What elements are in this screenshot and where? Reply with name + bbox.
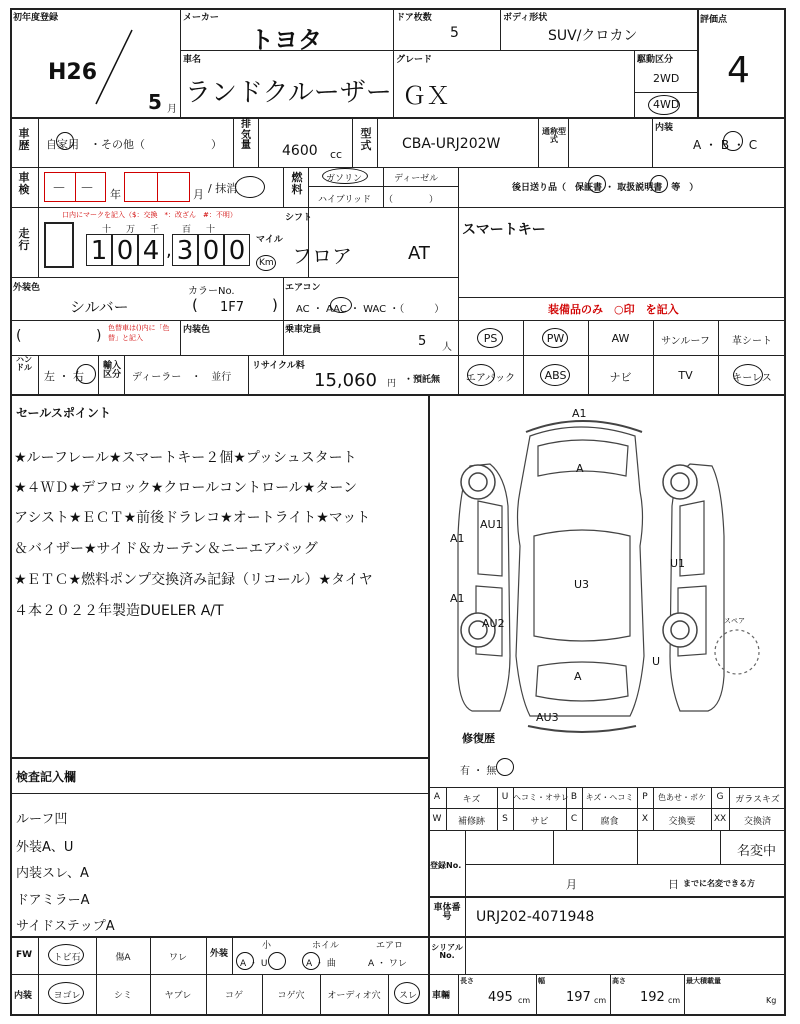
capacity-value: 5 [418, 334, 427, 349]
damage-mark: A1 [572, 407, 587, 420]
maker-name: トヨタ [250, 26, 322, 54]
width-value: 197 [566, 990, 591, 1005]
features-note: スマートキー [462, 222, 546, 238]
interior-grade: A ・ B ・ C [693, 138, 758, 152]
damage-mark: A [574, 670, 582, 683]
car-name: ランドクルーザー [185, 78, 392, 108]
int-item: コゲ穴 [277, 991, 305, 1001]
inspection-title: 検査記入欄 [16, 770, 77, 784]
sales-point-line: ４本２０２２年製造DUELER A/T [14, 603, 224, 619]
displacement-value: 4600 [282, 143, 318, 159]
mileage-digit: 1 [86, 234, 112, 266]
fw-item: トビ石 [53, 953, 81, 963]
int-item: シミ [113, 991, 132, 1001]
inspection-line: ドアミラーA [16, 893, 90, 908]
name-change-status: 名変中 [737, 844, 777, 859]
first-reg-month: 5 [148, 90, 162, 114]
repair-history-value: 有 ・ 無 [460, 766, 497, 777]
door-count: 5 [450, 25, 459, 41]
shift-type: フロア [292, 244, 352, 268]
damage-mark: U [652, 655, 661, 668]
equip-airbag: エアバック [465, 373, 516, 384]
equip-ps: PS [483, 332, 498, 345]
mileage-flag-box [44, 222, 74, 268]
handle-side: 左 ・ 右 [44, 370, 84, 383]
color-code: 1F7 [220, 300, 245, 315]
inspection-line: 外装A、U [16, 840, 74, 855]
reg-slash [90, 28, 140, 108]
equip-aw: AW [611, 332, 630, 345]
damage-mark: AU3 [536, 711, 559, 724]
equip-sunroof: サンルーフ [661, 336, 710, 347]
damage-mark: AU1 [480, 518, 503, 531]
drive-4wd-circle [648, 95, 680, 115]
grade-name: ＧＸ [402, 82, 450, 110]
sales-point-line: ＆バイザー★サイド＆カーテン＆ニーエアバッグ [14, 541, 318, 557]
sales-point-line: ★ＥＴＣ★燃料ポンプ交換済み記録（リコール）★タイヤ [14, 572, 373, 588]
inspection-line: ルーフ凹 [16, 812, 68, 827]
mileage-digit: 0 [112, 234, 138, 266]
model-code: CBA-URJ202W [402, 136, 501, 152]
damage-mark: A1 [450, 592, 465, 605]
km-circle [256, 255, 276, 271]
equip-tv: TV [678, 369, 693, 382]
repair-history-label: 修復歴 [462, 732, 495, 745]
sales-point-line: ★４ＷＤ★デフロック★クロールコントロール★ターン [14, 480, 358, 496]
damage-mark: A [576, 462, 584, 475]
recycle-fee: 15,060 [314, 370, 377, 391]
damage-mark: U3 [574, 578, 590, 591]
int-item: コゲ [224, 991, 243, 1001]
drive-2wd: 2WD [653, 72, 680, 85]
first-reg-label: 初年度登録 [13, 13, 59, 23]
damage-mark: A1 [450, 532, 465, 545]
first-reg-year: H26 [48, 60, 98, 85]
ac-options: AC ・ AAC ・ WAC ・（ ） [296, 304, 445, 315]
mileage-digit: 0 [224, 234, 250, 266]
deferred-docs: 後日送り品（ 保証書 ・ 取扱説明書 等 ） [512, 183, 699, 193]
drive-4wd: 4WD [653, 98, 680, 111]
chassis-number: URJ202-4071948 [476, 909, 595, 925]
inspection-line: 内装スレ、A [16, 866, 89, 881]
interior-grade-circle [723, 131, 743, 151]
sales-point-line: アシスト★ＥＣＴ★前後ドラレコ★オートライト★マット [14, 510, 371, 526]
equip-abs: ABS [544, 369, 567, 382]
evaluation-score: 4 [727, 50, 750, 91]
equipment-header: 装備品のみ ○印 を記入 [548, 303, 679, 316]
height-value: 192 [640, 990, 665, 1005]
damage-mark: AU2 [482, 617, 505, 630]
car-damage-diagram [430, 396, 784, 780]
fw-item: ワレ [168, 953, 187, 963]
exterior-color: シルバー [70, 298, 129, 316]
transmission: AT [408, 243, 430, 264]
equip-navi: ナビ [609, 371, 632, 384]
mileage-digit: 0 [198, 234, 224, 266]
mileage-digit: 4 [138, 234, 164, 266]
damage-mark: U1 [670, 557, 686, 570]
int-item: ヤブレ [164, 991, 192, 1001]
int-item: ヨゴレ [53, 991, 81, 1001]
sales-point-line: ★ルーフレール★スマートキー２個★プッシュスタート [14, 450, 357, 466]
inspection-line: サイドステップA [16, 919, 115, 934]
int-item: オーディオ穴 [327, 991, 381, 1001]
sales-points-title: セールスポイント [16, 406, 111, 420]
mileage-digit: 3 [172, 234, 198, 266]
fw-item: 傷A [115, 953, 131, 963]
equip-leather: 革シート [732, 336, 772, 347]
equip-keyless: キーレス [732, 373, 772, 384]
body-type: SUV/クロカン [548, 28, 638, 44]
history-value: 自家用 ・その他（ ） [46, 138, 222, 151]
int-item: スレ [398, 991, 417, 1001]
length-value: 495 [488, 990, 513, 1005]
equip-pw: PW [546, 332, 565, 345]
